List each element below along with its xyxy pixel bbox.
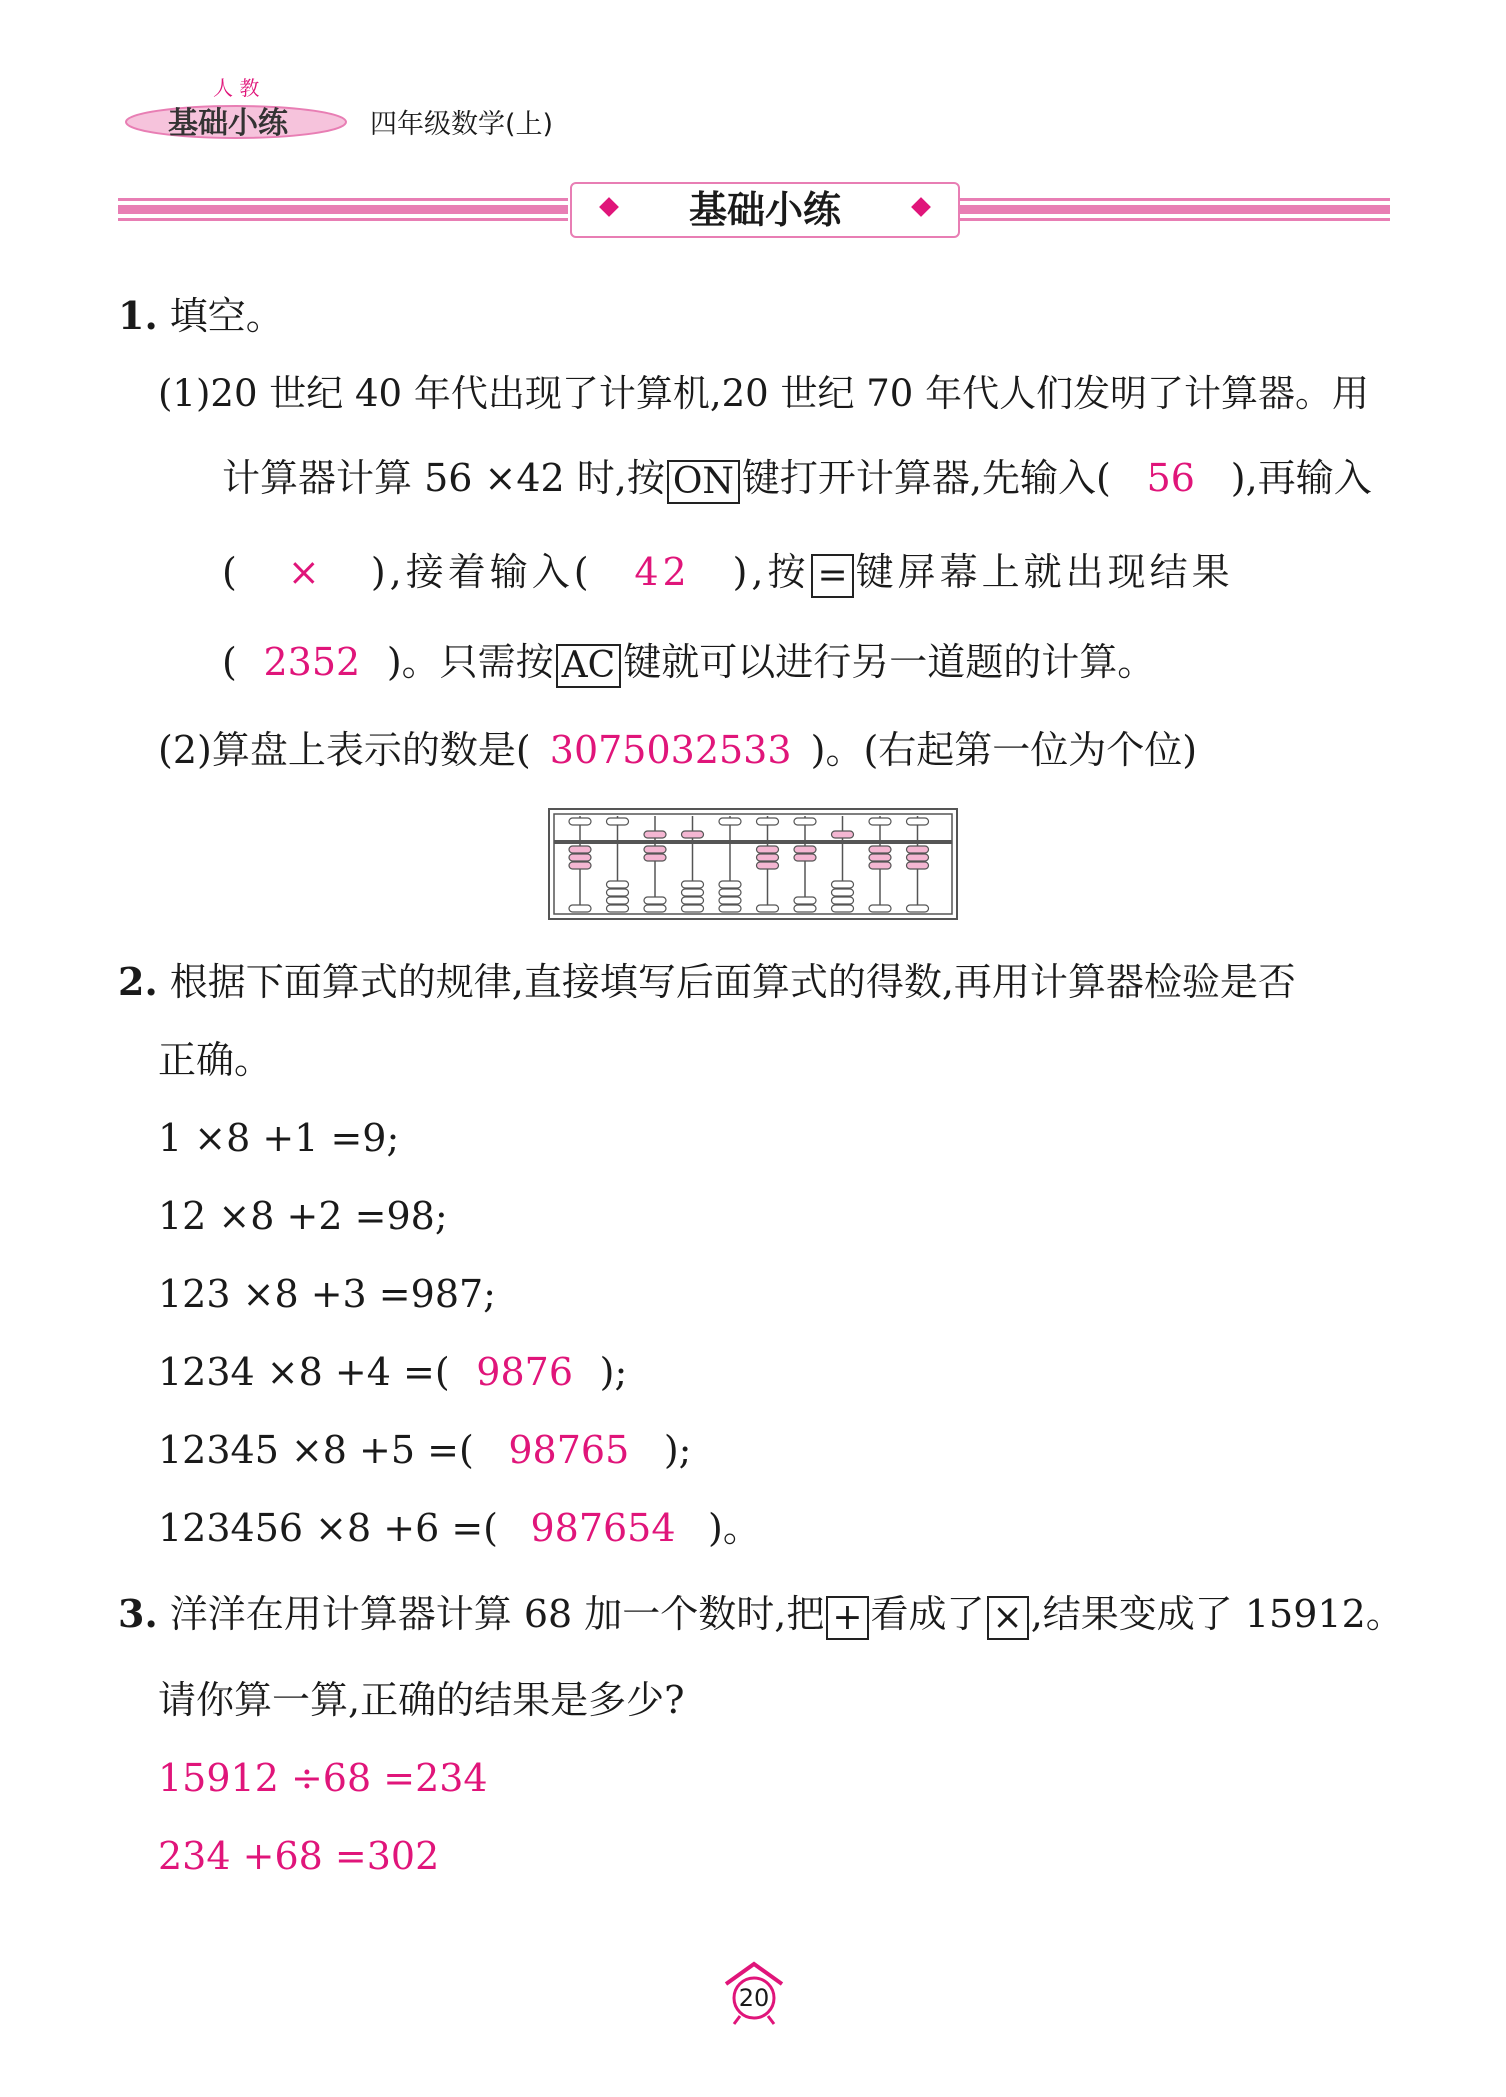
title-band-left (118, 198, 568, 222)
question-text: 填空。 (169, 294, 284, 338)
title-band-right (960, 198, 1390, 222)
abacus-earth-bead (644, 905, 666, 912)
abacus-earth-bead (682, 881, 704, 888)
line-text: ),接着输入( (370, 550, 593, 594)
equals-key: = (811, 554, 853, 598)
abacus-earth-bead (907, 846, 929, 853)
answer-blank: 56 (1146, 456, 1195, 500)
question-text: 洋洋在用计算器计算 68 加一个数时,把 (169, 1592, 825, 1636)
abacus-earth-bead (832, 897, 854, 904)
line-text: ),按 (732, 550, 810, 594)
answer-blank: × (287, 550, 324, 594)
diamond-icon (599, 197, 619, 217)
line-text: 计算器计算 56 ×42 时,按 (222, 456, 665, 500)
answer-blank: 42 (634, 550, 691, 594)
plus-key: + (826, 1596, 868, 1640)
line-text: 123456 ×8 +6 =( (158, 1506, 498, 1550)
line-text: 键屏幕上就出现结果 (855, 550, 1234, 594)
abacus-earth-bead (757, 862, 779, 869)
equation-3: 123 ×8 +3 =987; (158, 1272, 496, 1316)
abacus-earth-bead (607, 881, 629, 888)
abacus-earth-bead (869, 862, 891, 869)
abacus-earth-bead (607, 897, 629, 904)
abacus-figure (548, 808, 958, 920)
logo-title: 基础小练 (168, 106, 288, 141)
question-2-prompt-cont: 正确。 (158, 1038, 273, 1082)
line-text: 1234 ×8 +4 =( (158, 1350, 450, 1394)
line-text: ),再输入 (1230, 456, 1372, 500)
answer-blank: 987654 (530, 1506, 676, 1550)
q1-part2 (158, 726, 1197, 774)
logo-publisher: 人 教 (213, 76, 260, 100)
question-3-prompt-cont: 请你算一算,正确的结果是多少? (158, 1678, 685, 1722)
abacus-earth-bead (757, 846, 779, 853)
ac-key: AC (556, 644, 622, 688)
equation-6 (158, 1504, 761, 1552)
times-key: × (987, 1596, 1029, 1640)
abacus-earth-bead (907, 862, 929, 869)
abacus-earth-bead (569, 905, 591, 912)
abacus-earth-bead (644, 897, 666, 904)
solution-step-1: 15912 ÷68 =234 (158, 1756, 488, 1800)
question-text: ,结果变成了 15912。 (1030, 1592, 1404, 1636)
line-text: ); (599, 1350, 628, 1394)
abacus-earth-bead (757, 854, 779, 861)
q1-part1-line4 (222, 638, 1155, 688)
question-number: 2. (118, 959, 158, 1004)
abacus-earth-bead (607, 905, 629, 912)
abacus-heaven-bead (682, 831, 704, 838)
question-text: 看成了 (870, 1592, 985, 1636)
answer-blank: 98765 (508, 1428, 630, 1472)
solution-step-2: 234 +68 =302 (158, 1834, 440, 1878)
section-title: 基础小练 (688, 188, 841, 232)
answer-blank: 3075032533 (549, 728, 792, 772)
abacus-earth-bead (682, 889, 704, 896)
question-2-prompt (118, 958, 1296, 1006)
question-text: 根据下面算式的规律,直接填写后面算式的得数,再用计算器检验是否 (169, 960, 1296, 1004)
abacus-earth-bead (719, 905, 741, 912)
equation-1: 1 ×8 +1 =9; (158, 1116, 400, 1160)
answer-blank: 9876 (476, 1350, 574, 1394)
abacus-earth-bead (644, 846, 666, 853)
line-text: )。只需按 (386, 640, 554, 684)
question-1-prompt (118, 292, 284, 340)
abacus-earth-bead (644, 854, 666, 861)
abacus-earth-bead (569, 854, 591, 861)
question-3-prompt (118, 1590, 1404, 1640)
abacus-earth-bead (569, 862, 591, 869)
abacus-earth-bead (719, 889, 741, 896)
grade-label: 四年级数学(上) (370, 109, 554, 140)
answer-blank: 2352 (263, 640, 361, 684)
line-text: ( (222, 640, 237, 684)
abacus-earth-bead (869, 854, 891, 861)
abacus-earth-bead (794, 905, 816, 912)
abacus-earth-bead (719, 881, 741, 888)
abacus-beam (554, 840, 952, 844)
abacus-heaven-bead (794, 818, 816, 825)
abacus-earth-bead (794, 846, 816, 853)
question-number: 3. (118, 1591, 158, 1636)
line-text: 键就可以进行另一道题的计算。 (623, 640, 1156, 684)
abacus-earth-bead (869, 905, 891, 912)
abacus-earth-bead (907, 854, 929, 861)
abacus-earth-bead (569, 846, 591, 853)
line-text: ); (663, 1428, 692, 1472)
abacus-earth-bead (832, 889, 854, 896)
question-number: 1. (118, 293, 158, 338)
equation-2: 12 ×8 +2 =98; (158, 1194, 448, 1238)
abacus-earth-bead (794, 897, 816, 904)
diamond-icon (911, 197, 931, 217)
section-title-box (570, 182, 960, 238)
q1-part1-line3 (222, 548, 1234, 598)
abacus-heaven-bead (832, 831, 854, 838)
abacus-earth-bead (907, 905, 929, 912)
page-number-badge (718, 1960, 790, 2026)
abacus-heaven-bead (907, 818, 929, 825)
line-text: (2)算盘上表示的数是( (158, 728, 531, 772)
abacus-earth-bead (607, 889, 629, 896)
abacus-earth-bead (757, 905, 779, 912)
abacus-earth-bead (869, 846, 891, 853)
abacus-heaven-bead (757, 818, 779, 825)
abacus-earth-bead (832, 905, 854, 912)
abacus-earth-bead (719, 897, 741, 904)
abacus-heaven-bead (644, 831, 666, 838)
equation-4 (158, 1348, 627, 1396)
on-key: ON (667, 460, 740, 504)
line-text: 键打开计算器,先输入( (741, 456, 1111, 500)
abacus-heaven-bead (869, 818, 891, 825)
abacus-heaven-bead (607, 818, 629, 825)
abacus-earth-bead (832, 881, 854, 888)
abacus-heaven-bead (569, 818, 591, 825)
q1-part1-line1: (1)20 世纪 40 年代出现了计算机,20 世纪 70 年代人们发明了计算器。用 (158, 372, 1370, 415)
abacus-earth-bead (682, 897, 704, 904)
line-text: )。 (708, 1506, 761, 1550)
line-text: ( (222, 550, 241, 594)
abacus-heaven-bead (719, 818, 741, 825)
abacus-svg (548, 808, 958, 920)
series-logo (118, 68, 358, 146)
abacus-earth-bead (794, 854, 816, 861)
abacus-earth-bead (682, 905, 704, 912)
line-text: )。(右起第一位为个位) (810, 728, 1198, 772)
page-number: 20 (738, 1984, 770, 2012)
line-text: 12345 ×8 +5 =( (158, 1428, 474, 1472)
q1-part1-line2 (222, 454, 1372, 504)
equation-5 (158, 1426, 691, 1474)
